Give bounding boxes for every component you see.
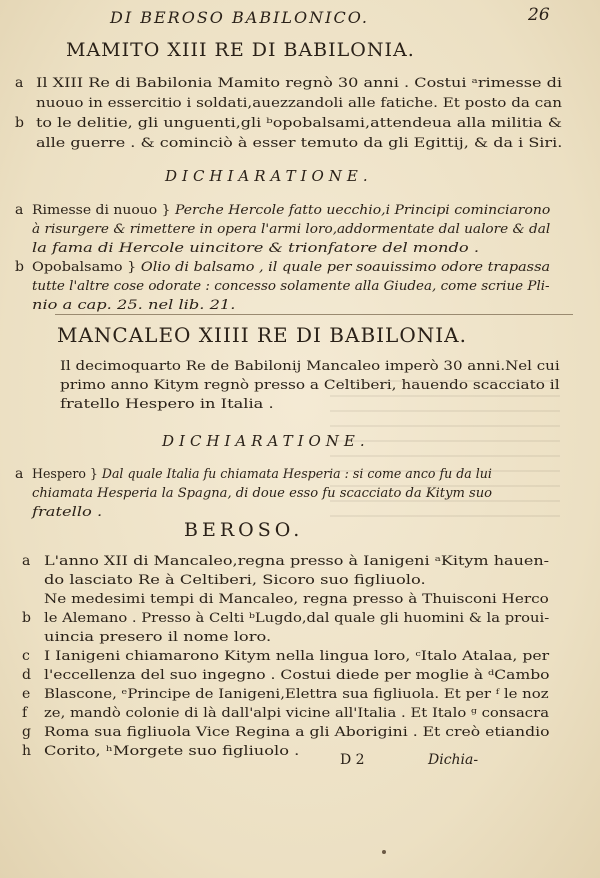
- mancaleo-note-note-text: fratello .: [32, 505, 103, 520]
- mamito-note-line: [32, 260, 550, 276]
- mancaleo-note-margin-letter: a: [15, 466, 24, 482]
- beroso-margin-letter: b: [22, 610, 31, 626]
- beroso-line: L'anno XII di Mancaleo,regna presso à Ianigeni ᵃKitym hauen-: [44, 554, 550, 569]
- mancaleo-line: Il decimoquarto Re de Babilonij Mancaleo imperò 30 anni.Nel cui: [60, 359, 560, 374]
- mamito-note-line: [32, 241, 479, 257]
- mamito-margin-letter: a: [15, 75, 24, 91]
- beroso-margin-letter: e: [22, 686, 31, 702]
- mamito-note-note-text: Olio di balsamo , il quale per soauissimo odore trapassa: [140, 260, 551, 275]
- beroso-line: le Alemano . Presso à Celti ᵇLugdo,dal quale gli huomini & la proui-: [44, 611, 550, 626]
- signature-mark: D 2: [340, 752, 365, 768]
- section-title-mamito: MAMITO XIII RE DI BABILONIA.: [66, 39, 415, 61]
- beroso-line: Blascone, ᵉPrincipe de Ianigeni,Elettra sua figliuola. Et per ᶠ le noz: [44, 687, 549, 702]
- beroso-line: uincia presero il nome loro.: [44, 630, 272, 645]
- mamito-line: alle guerre . & cominciò à esser temuto da gli Egittij, & da i Siri.: [36, 136, 563, 151]
- dichiaratione-heading-2: DICHIARATIONE.: [162, 432, 370, 450]
- divider-rule: [55, 314, 573, 315]
- beroso-line: I Ianigeni chiamarono Kitym nella lingua loro, ᶜItalo Atalaa, per: [44, 649, 550, 664]
- mancaleo-line: primo anno Kitym regnò presso a Celtiberi, hauendo scacciato il: [60, 378, 560, 393]
- beroso-line: do lasciato Re à Celtiberi, Sicoro suo figliuolo.: [44, 573, 426, 588]
- beroso-margin-letter: c: [22, 648, 30, 664]
- beroso-margin-letter: d: [22, 667, 31, 683]
- mamito-note-note-head: Rimesse di nuouo }: [32, 203, 176, 218]
- mamito-note-line: [32, 298, 235, 314]
- mancaleo-note-line: [32, 486, 492, 502]
- page-number: 26: [528, 5, 550, 25]
- beroso-margin-letter: f: [22, 705, 28, 721]
- beroso-line: ze, mandò colonie di là dall'alpi vicine all'Italia . Et Italo ᵍ consacra: [44, 706, 550, 721]
- mamito-note-note-text: la fama di Hercole uincitore & trionfatore del mondo .: [32, 241, 479, 256]
- mamito-note-margin-letter: a: [15, 202, 24, 218]
- mamito-margin-letter: b: [15, 115, 24, 131]
- beroso-line: Ne medesimi tempi di Mancaleo, regna presso à Thuisconi Herco: [44, 592, 549, 607]
- mamito-note-line: [32, 203, 550, 219]
- beroso-line: l'eccellenza del suo ingegno . Costui diede per moglie à ᵈCambo: [44, 668, 550, 683]
- mamito-line: nuouo in essercitio i soldati,auezzandoli alle fatiche. Et posto da can: [36, 96, 562, 111]
- mamito-note-note-text: nio a cap. 25. nel lib. 21.: [32, 298, 236, 313]
- mamito-line: Il XIII Re di Babilonia Mamito regnò 30 anni . Costui ᵃrimesse di: [36, 76, 563, 91]
- mamito-note-note-text: à risurgere & rimettere in opera l'armi loro,addormentate dal ualore & dal: [32, 222, 551, 237]
- mancaleo-note-note-head: Hespero }: [32, 467, 102, 482]
- mamito-note-margin-letter: b: [15, 259, 24, 275]
- mancaleo-note-line: [32, 467, 492, 483]
- dichiaratione-heading-1: DICHIARATIONE.: [165, 167, 373, 185]
- mancaleo-note-line: [32, 505, 102, 521]
- beroso-margin-letter: g: [22, 724, 31, 740]
- beroso-line: Roma sua figliuola Vice Regina a gli Aborigini . Et creò etiandio: [44, 725, 550, 740]
- mancaleo-note-note-text: chiamata Hesperia la Spagna, di doue esso fu scacciato da Kitym suo: [32, 486, 493, 501]
- beroso-line: Corito, ʰMorgete suo figliuolo .: [44, 744, 300, 759]
- mancaleo-line: fratello Hespero in Italia .: [60, 397, 274, 412]
- running-head: DI BEROSO BABILONICO.: [110, 8, 369, 27]
- ink-smudge: [382, 850, 386, 854]
- mamito-line: to le delitie, gli unguenti,gli ᵇopobalsami,attendeua alla militia &: [36, 116, 562, 131]
- beroso-margin-letter: h: [22, 743, 32, 759]
- mamito-note-line: [32, 279, 550, 295]
- mamito-note-note-text: Perche Hercole fatto uecchio,i Principi cominciarono: [175, 203, 551, 218]
- catchword: Dichia-: [428, 752, 479, 768]
- mamito-note-note-text: tutte l'altre cose odorate : concesso solamente alla Giudea, come scriue Pli-: [32, 279, 550, 294]
- mancaleo-note-note-text: Dal quale Italia fu chiamata Hesperia : si come anco fu da lui: [101, 467, 492, 482]
- beroso-margin-letter: a: [22, 553, 31, 569]
- mamito-note-line: [32, 222, 550, 238]
- section-title-beroso: BEROSO.: [184, 519, 304, 541]
- mamito-note-note-head: Opobalsamo }: [32, 260, 141, 275]
- section-title-mancaleo: MANCALEO XIIII RE DI BABILONIA.: [57, 323, 467, 347]
